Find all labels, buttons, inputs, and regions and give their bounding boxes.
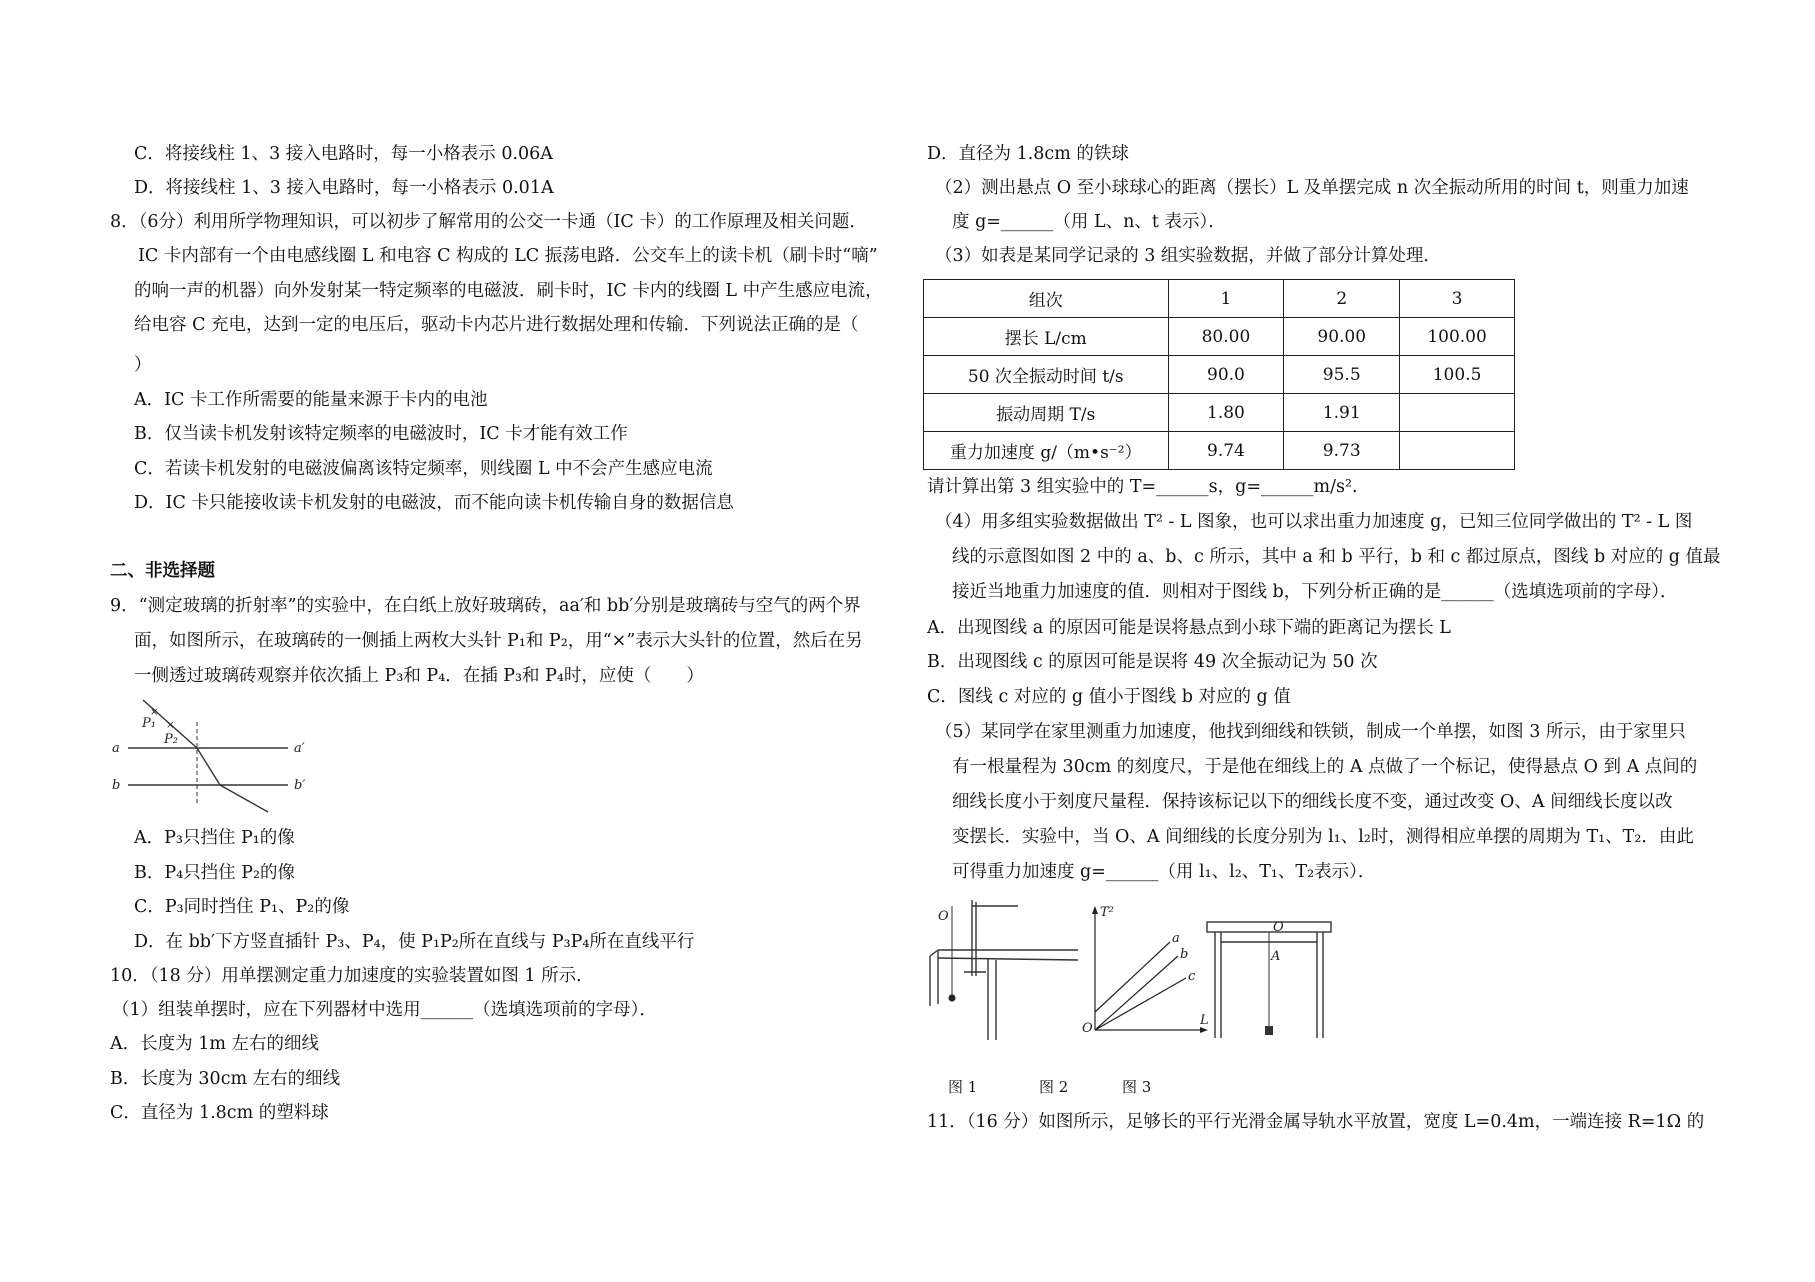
label-b: b: [112, 778, 121, 793]
table-cell: 9.74: [1168, 432, 1284, 470]
fig2-line-a-label: a: [1172, 931, 1180, 946]
right-column: [910, 0, 1815, 1282]
table-cell: 重力加速度 g/（m•s⁻²）: [924, 432, 1169, 470]
q8-stem-line-2: IC 卡内部有一个由电感线圈 L 和电容 C 构成的 LC 振荡电路．公交车上的读卡机（刷卡时“嘀”: [138, 246, 878, 266]
table-cell: [1400, 394, 1515, 432]
q10-part4-option-b: B．出现图线 c 的原因可能是误将 49 次全振动记为 50 次: [927, 652, 1378, 672]
q10-part1: （1）组装单摆时，应在下列器材中选用______（选填选项前的字母）．: [112, 1000, 657, 1020]
fig2-line-b-label: b: [1180, 947, 1189, 962]
emergent-ray: [220, 785, 268, 812]
data-table: [923, 279, 1515, 470]
table-row: [924, 432, 1515, 470]
q8-option-d: D．IC 卡只能接收读卡机发射的电磁波，而不能向读卡机传输自身的数据信息: [134, 493, 734, 513]
pin-p1-mark: ×: [150, 707, 159, 718]
q10-stem: 10．（18 分）用单摆测定重力加速度的实验装置如图 1 所示．: [110, 966, 594, 986]
table-header-cell: 1: [1168, 280, 1284, 318]
figure-3-table-pendulum: [1205, 920, 1335, 1040]
table-cell: 80.00: [1168, 318, 1284, 356]
q8-option-c: C．若读卡机发射的电磁波偏离该特定频率，则线圈 L 中不会产生感应电流: [134, 459, 713, 479]
table-row: [924, 356, 1515, 394]
table-row: [924, 318, 1515, 356]
table-cell: 100.5: [1400, 356, 1515, 394]
q10-part5-line-2: 有一根量程为 30cm 的刻度尺，于是他在细线上的 A 点做了一个标记，使得悬点 O 到 A 点间的: [952, 757, 1698, 777]
q8-stem-line-1: 8．（6分）利用所学物理知识，可以初步了解常用的公交一卡通（IC 卡）的工作原理及相关问题．: [110, 212, 867, 232]
q8-option-b: B．仅当读卡机发射该特定频率的电磁波时，IC 卡才能有效工作: [134, 424, 628, 444]
table-header-cell: 3: [1400, 280, 1515, 318]
table-cell: 1.91: [1284, 394, 1400, 432]
q8-stem-line-5: ）: [134, 355, 152, 375]
figure-1-pendulum-stand: [928, 898, 1078, 1043]
q10-part1-option-c: C．直径为 1.8cm 的塑料球: [110, 1103, 329, 1123]
label-p1: P₁: [142, 716, 156, 731]
q10-part5-line-1: （5）某同学在家里测重力加速度，他找到细线和铁锁，制成一个单摆，如图 3 所示，由于家里只: [935, 722, 1686, 742]
q10-part4-line-2: 线的示意图如图 2 中的 a、b、c 所示，其中 a 和 b 平行，b 和 c 都过原点，图线 b 对应的 g 值最: [952, 547, 1721, 567]
table-row: [924, 394, 1515, 432]
q8-stem-line-3: 的响一声的机器）向外发射某一特定频率的电磁波．刷卡时，IC 卡内的线圈 L 中产生感应电流，: [134, 281, 883, 301]
table-header-cell: 2: [1284, 280, 1400, 318]
table-cell: 90.0: [1168, 356, 1284, 394]
fig2-x-axis-label: L: [1200, 1013, 1209, 1028]
label-p2: P₂: [164, 732, 178, 747]
table-cell: [1400, 432, 1515, 470]
fig3-pivot-label: O: [1273, 920, 1284, 935]
table-cell: 50 次全振动时间 t/s: [924, 356, 1169, 394]
label-b-prime: b′: [294, 778, 306, 793]
q7-option-d: D．将接线柱 1、3 接入电路时，每一小格表示 0.01A: [134, 178, 554, 198]
q10-part2-line-2: 度 g=______（用 L、n、t 表示）．: [952, 212, 1226, 232]
refracted-ray: [197, 748, 220, 785]
pendulum-bob: [949, 995, 956, 1002]
section-title: 二、非选择题: [110, 561, 215, 581]
q10-part2-line-1: （2）测出悬点 O 至小球球心的距离（摆长）L 及单摆完成 n 次全振动所用的时间 t，则重力加速: [935, 178, 1689, 198]
table-header-cell: 组次: [924, 280, 1169, 318]
q10-part4-line-1: （4）用多组实验数据做出 T² - L 图象，也可以求出重力加速度 g，已知三位同学做出的 T² - L 图: [935, 512, 1693, 532]
table-cell: 1.80: [1168, 394, 1284, 432]
fig1-pivot-label: O: [938, 909, 949, 924]
q7-option-c: C．将接线柱 1、3 接入电路时，每一小格表示 0.06A: [134, 144, 553, 164]
graph-line-a: [1095, 942, 1170, 1012]
q11-stem: 11．（16 分）如图所示，足够长的平行光滑金属导轨水平放置，宽度 L=0.4m，一端连接 R=1Ω 的: [927, 1112, 1705, 1132]
fig2-origin-label: O: [1082, 1021, 1093, 1036]
table-cell: 摆长 L/cm: [924, 318, 1169, 356]
q10-part3-tail: 请计算出第 3 组实验中的 T=______s，g=______m/s².: [927, 477, 1358, 497]
q10-part3: （3）如表是某同学记录的 3 组实验数据，并做了部分计算处理．: [935, 246, 1441, 266]
q10-part4-option-c: C．图线 c 对应的 g 值小于图线 b 对应的 g 值: [927, 687, 1291, 707]
table-cell: 100.00: [1400, 318, 1515, 356]
fig3-mark-label: A: [1271, 949, 1281, 964]
q9-stem-line-2: 面，如图所示，在玻璃砖的一侧插上两枚大头针 P₁和 P₂，用“×”表示大头针的位置，然后在另: [134, 631, 863, 651]
q10-part5-line-5: 可得重力加速度 g=______（用 l₁、l₂、T₁、T₂表示）．: [952, 862, 1376, 882]
q10-part1-option-a: A．长度为 1m 左右的细线: [110, 1034, 319, 1054]
q9-stem-line-1: 9．“测定玻璃的折射率”的实验中，在白纸上放好玻璃砖，aa′和 bb′分别是玻璃砖与空气的两个界: [110, 596, 861, 616]
graph-line-c: [1095, 978, 1186, 1030]
q8-option-a: A．IC 卡工作所需要的能量来源于卡内的电池: [134, 390, 488, 410]
q9-refraction-figure: [108, 694, 323, 814]
q10-part5-line-3: 细线长度小于刻度尺量程．保持该标记以下的细线长度不变，通过改变 O、A 间细线长度以改: [952, 792, 1673, 812]
q9-option-d: D．在 bb′下方竖直插针 P₃、P₄，使 P₁P₂所在直线与 P₃P₄所在直线平行: [134, 932, 695, 952]
figure-2-t2-l-graph: [1078, 904, 1218, 1034]
q9-stem-line-3: 一侧透过玻璃砖观察并依次插上 P₃和 P₄．在插 P₃和 P₄时，应使（ ）: [134, 666, 704, 686]
figure-2-caption: 图 2: [1039, 1078, 1069, 1096]
graph-line-b: [1095, 956, 1178, 1030]
figure-1-caption: 图 1: [948, 1078, 978, 1096]
y-axis-arrow: [1092, 906, 1098, 914]
q8-stem-line-4: 给电容 C 充电，达到一定的电压后，驱动卡内芯片进行数据处理和传输．下列说法正确的是（: [134, 315, 859, 335]
table-header-row: [924, 280, 1515, 318]
pin-p2-mark: ×: [166, 720, 175, 731]
fig2-line-c-label: c: [1188, 969, 1196, 984]
figure-3-caption: 图 3: [1122, 1078, 1152, 1096]
table-cell: 9.73: [1284, 432, 1400, 470]
q10-part4-line-3: 接近当地重力加速度的值．则相对于图线 b，下列分析正确的是______（选填选项前的字母）．: [952, 582, 1678, 602]
label-a-prime: a′: [294, 741, 305, 756]
pendulum-lock-weight: [1265, 1026, 1273, 1035]
label-a: a: [112, 741, 120, 756]
table-cell: 95.5: [1284, 356, 1400, 394]
q10-part1-option-d: D．直径为 1.8cm 的铁球: [927, 144, 1129, 164]
table-cell: 振动周期 T/s: [924, 394, 1169, 432]
q10-part1-option-b: B．长度为 30cm 左右的细线: [110, 1069, 341, 1089]
table-cell: 90.00: [1284, 318, 1400, 356]
q10-part5-line-4: 变摆长．实验中，当 O、A 间细线的长度分别为 l₁、l₂时，测得相应单摆的周期为 T₁、T₂．由此: [952, 827, 1694, 847]
q9-option-c: C．P₃同时挡住 P₁、P₂的像: [134, 897, 350, 917]
q9-option-a: A．P₃只挡住 P₁的像: [134, 828, 295, 848]
fig2-y-axis-label: T²: [1100, 905, 1114, 920]
q10-part4-option-a: A．出现图线 a 的原因可能是误将悬点到小球下端的距离记为摆长 L: [927, 618, 1451, 638]
q9-option-b: B．P₄只挡住 P₂的像: [134, 863, 296, 883]
